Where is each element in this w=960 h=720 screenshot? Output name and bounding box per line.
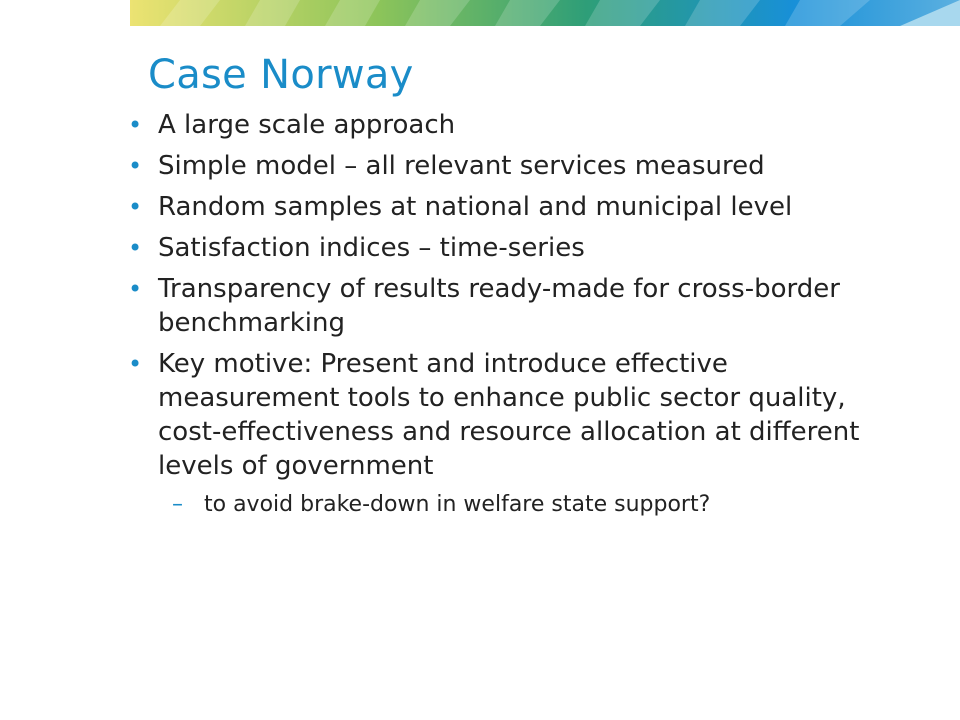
bullet-item bbox=[128, 347, 888, 483]
header-banner bbox=[0, 0, 960, 26]
bullet-text: Random samples at national and municipal level bbox=[158, 192, 793, 222]
bullet-dot-icon: • bbox=[128, 234, 143, 262]
bullet-list bbox=[128, 108, 888, 520]
bullet-dot-icon: • bbox=[128, 152, 143, 180]
bullet-dot-icon: • bbox=[128, 111, 143, 139]
bullet-item bbox=[128, 190, 888, 224]
bullet-text: Transparency of results ready-made for cross-border benchmarking bbox=[158, 274, 840, 338]
bullet-item bbox=[128, 272, 888, 340]
bullet-dot-icon: • bbox=[128, 193, 143, 221]
dash-icon: – bbox=[172, 492, 183, 517]
bullet-dot-icon: • bbox=[128, 350, 143, 378]
bullet-text: Simple model – all relevant services measured bbox=[158, 151, 765, 181]
bullet-item bbox=[128, 149, 888, 183]
bullet-text: Satisfaction indices – time-series bbox=[158, 233, 585, 263]
bullet-item bbox=[128, 108, 888, 142]
slide-title: Case Norway bbox=[148, 52, 414, 98]
bullet-item bbox=[128, 231, 888, 265]
bullet-dot-icon: • bbox=[128, 275, 143, 303]
sub-bullet-item bbox=[158, 490, 888, 520]
sub-bullet-text: to avoid brake-down in welfare state support? bbox=[204, 492, 711, 517]
bullet-text: Key motive: Present and introduce effective measurement tools to enhance public sector quality, cost-effectiveness and resource allocation at different levels of government bbox=[158, 349, 860, 481]
bullet-text: A large scale approach bbox=[158, 110, 456, 140]
